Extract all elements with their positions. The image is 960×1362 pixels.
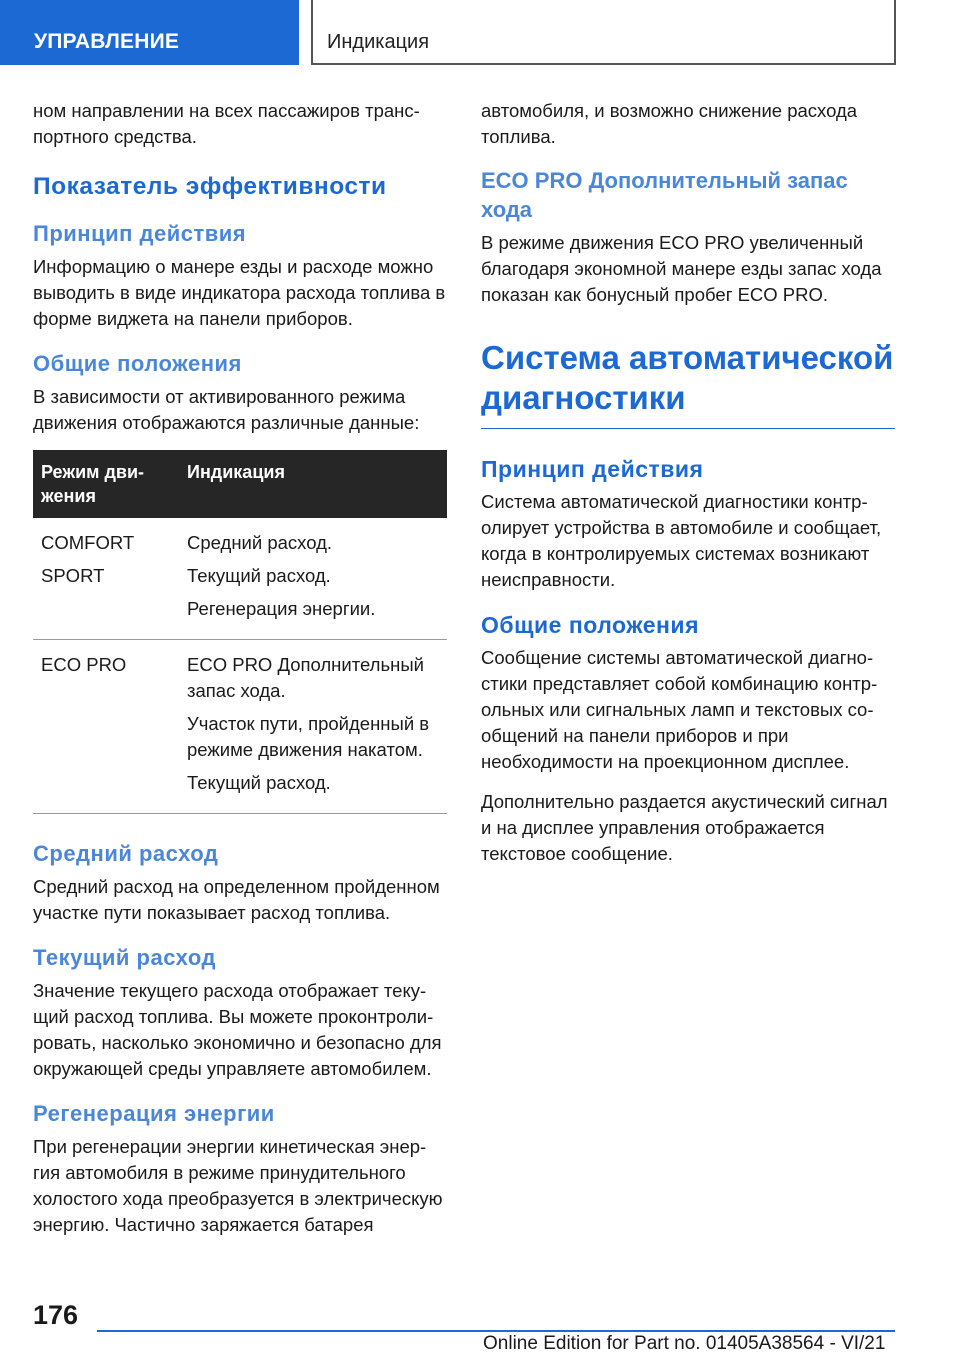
- table-header-indication: Индикация: [179, 450, 447, 518]
- mode-eco-pro: ECO PRO: [41, 654, 127, 675]
- general-right-paragraph-2: Дополнительно раздается акустический сигнал и на дисплее управления отображается текстовое сообщение.: [481, 791, 888, 864]
- indication-item: Регенерация энергии.: [187, 598, 376, 619]
- heading-efficiency-indicator: Показатель эффективности: [33, 173, 387, 200]
- table-cell-mode: [33, 640, 179, 814]
- mode-sport: SPORT: [41, 565, 105, 586]
- heading-general: Общие положения: [33, 351, 242, 376]
- intro-paragraph: ном направлении на всех пассажиров транспортного средства.: [33, 100, 420, 147]
- mode-comfort: COMFORT: [41, 532, 135, 553]
- principle-right-paragraph: Система автоматической диагностики контролирует устройства в автомобиле и сообщает, когда в контролируемых системах возникают неисправности.: [481, 491, 882, 590]
- indication-item: Средний расход.: [187, 532, 333, 553]
- heading-general-right: Общие положения: [481, 612, 699, 638]
- indication-item: ECO PRO Дополнительный запас хода.: [187, 654, 424, 701]
- heading-auto-diagnostics: Система автоматической диагностики: [481, 338, 895, 429]
- modes-table: [33, 450, 447, 814]
- principle-paragraph: Информацию о манере езды и расходе можно выводить в виде индикатора расхода топлива в форме виджета на панели приборов.: [33, 256, 446, 329]
- eco-pro-paragraph: В режиме движения ECO PRO увеличенный благодаря экономной манере езды запас хода показан как бонусный пробег ECO PRO.: [481, 232, 882, 305]
- edition-text: Online Edition for Part no. 01405A38564 - VI/21: [483, 1333, 886, 1354]
- indication-item: Текущий расход.: [187, 565, 331, 586]
- heading-average-consumption: Средний расход: [33, 841, 219, 866]
- heading-principle-right: Принцип действия: [481, 456, 704, 482]
- indication-item: Участок пути, пройденный в режиме движения накатом.: [187, 713, 430, 760]
- heading-eco-pro-range: ECO PRO Дополнительный запас хода: [481, 168, 848, 222]
- section-tab: УПРАВЛЕНИЕ: [0, 0, 299, 65]
- general-paragraph: В зависимости от активированного режима движения отображаются различные данные:: [33, 386, 420, 433]
- left-column: [33, 98, 447, 1252]
- heading-energy-regeneration: Регенерация энергии: [33, 1101, 275, 1126]
- heading-principle: Принцип действия: [33, 221, 247, 246]
- table-row: [33, 640, 447, 814]
- table-cell-indication: [179, 518, 447, 640]
- table-cell-indication: [179, 640, 447, 814]
- right-column: [481, 98, 895, 881]
- general-right-paragraph-1: Сообщение системы автоматической диагностики представляет собой комбинацию контрольных или сигнальных ламп и текстовых сообщений на панели приборов и при необходимости на проекционном дисплее.: [481, 647, 878, 772]
- continued-paragraph: автомобиля, и возможно снижение расхода топлива.: [481, 100, 858, 147]
- indication-item: Текущий расход.: [187, 772, 331, 793]
- current-paragraph: Значение текущего расхода отображает текущий расход топлива. Вы можете проконтролировать, насколько экономично и безопасно для окружающей среды управляете автомобилем.: [33, 980, 442, 1079]
- table-row: [33, 518, 447, 640]
- table-cell-mode: [33, 518, 179, 640]
- chapter-title: Индикация: [327, 31, 430, 53]
- footer-divider: [97, 1330, 895, 1332]
- table-header-row: [33, 450, 447, 518]
- average-paragraph: Средний расход на определенном пройденном участке пути показывает расход топлива.: [33, 876, 440, 923]
- regeneration-paragraph: При регенерации энергии кинетическая энергия автомобиля в режиме принудительного холостого хода преобразуется в электрическую энергию. Частично заряжается батарея: [33, 1136, 443, 1235]
- heading-current-consumption: Текущий расход: [33, 945, 216, 970]
- page-number: 176: [33, 1300, 79, 1330]
- table-header-mode: Режим движения: [33, 450, 179, 518]
